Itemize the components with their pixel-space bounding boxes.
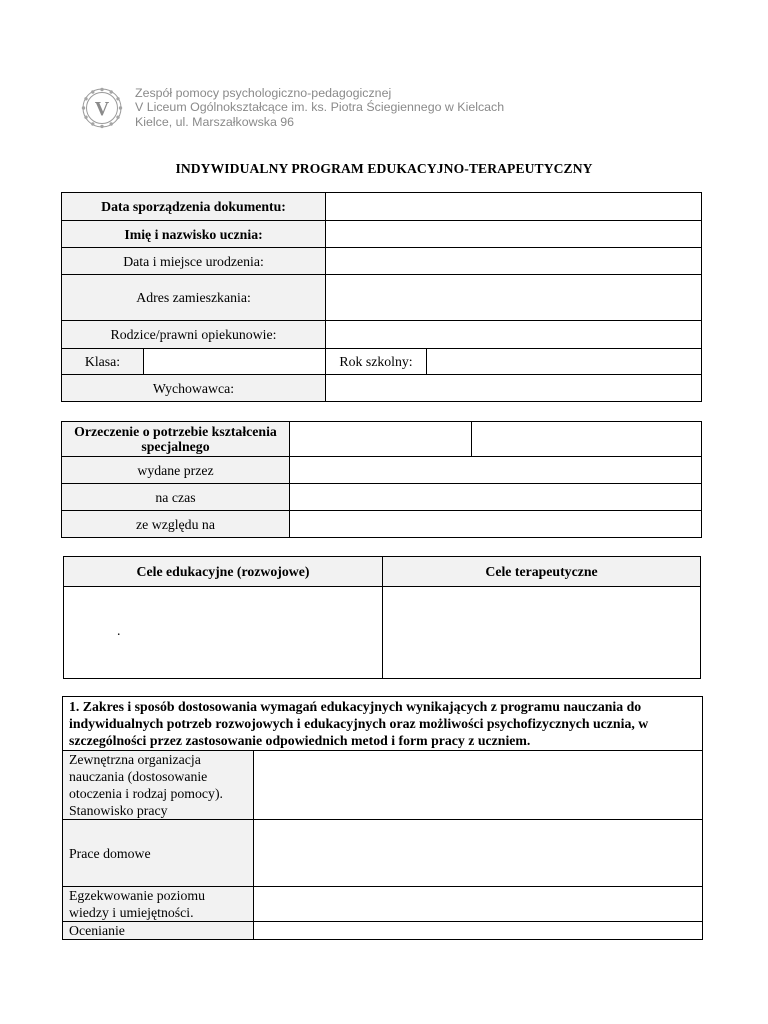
- educational-goals-text: .: [117, 623, 121, 638]
- svg-text:V: V: [94, 98, 110, 120]
- tutor-field[interactable]: [326, 375, 702, 402]
- document-title: INDYWIDUALNY PROGRAM EDUKACYJNO-TERAPEUTYCZNY: [175, 161, 593, 176]
- assessment-label: Egzekwowanie poziomu wiedzy i umiejętności.: [63, 887, 254, 922]
- reason-label: ze względu na: [62, 511, 290, 538]
- organization-label: Zewnętrzna organizacja nauczania (dostosowanie otoczenia i rodzaj pomocy). Stanowisko pracy: [63, 751, 254, 820]
- decision-field-2[interactable]: [472, 422, 702, 457]
- duration-label: na czas: [62, 484, 290, 511]
- class-label: Klasa:: [62, 349, 144, 375]
- decision-table: [61, 421, 702, 538]
- student-name-field[interactable]: [326, 221, 702, 248]
- assessment-field[interactable]: [254, 887, 703, 922]
- student-data-table: [61, 192, 702, 402]
- address-label: Adres zamieszkania:: [62, 275, 326, 321]
- grading-field[interactable]: [254, 922, 703, 940]
- student-name-label: Imię i nazwisko ucznia:: [62, 221, 326, 248]
- school-year-field[interactable]: [427, 349, 702, 375]
- homework-label: Prace domowe: [63, 820, 254, 887]
- goals-table: [63, 556, 701, 679]
- reason-field[interactable]: [290, 511, 702, 538]
- organization-field[interactable]: [254, 751, 703, 820]
- issued-by-field[interactable]: [290, 457, 702, 484]
- institution-name: Zespół pomocy psychologiczno-pedagogicznej: [135, 86, 392, 100]
- address-field[interactable]: [326, 275, 702, 321]
- issued-by-label: wydane przez: [62, 457, 290, 484]
- school-year-label: Rok szkolny:: [326, 349, 427, 375]
- parents-label: Rodzice/prawni opiekunowie:: [62, 321, 326, 349]
- school-emblem-icon: [80, 86, 124, 130]
- tutor-label: Wychowawca:: [62, 375, 326, 402]
- parents-field[interactable]: [326, 321, 702, 349]
- therapeutic-goals-field[interactable]: [383, 587, 701, 679]
- decision-label: Orzeczenie o potrzebie kształcenia specjalnego: [62, 422, 290, 457]
- birth-label: Data i miejsce urodzenia:: [62, 248, 326, 275]
- doc-date-field[interactable]: [326, 193, 702, 221]
- school-name: V Liceum Ogólnokształcące im. ks. Piotra Ściegiennego w Kielcach: [135, 100, 505, 115]
- therapeutic-goals-header: Cele terapeutyczne: [383, 557, 701, 587]
- grading-label: Ocenianie: [63, 922, 254, 940]
- birth-field[interactable]: [326, 248, 702, 275]
- decision-field-1[interactable]: [290, 422, 472, 457]
- educational-goals-header: Cele edukacyjne (rozwojowe): [64, 557, 383, 587]
- adaptation-table: [62, 696, 703, 940]
- section1-heading: 1. Zakres i sposób dostosowania wymagań edukacyjnych wynikających z programu nauczania do indywidualnych potrzeb rozwojowych i edukacyjnych oraz możliwości psychofizycznych ucznia, w szczególności przez zastosowanie odpowiednich metod i form pracy z uczniem.: [63, 697, 703, 751]
- school-address: Kielce, ul. Marszałkowska 96: [135, 114, 295, 129]
- class-field[interactable]: [144, 349, 326, 375]
- homework-field[interactable]: [254, 820, 703, 887]
- institution-info: [135, 86, 504, 129]
- educational-goals-field[interactable]: [64, 587, 383, 679]
- duration-field[interactable]: [290, 484, 702, 511]
- doc-date-label: Data sporządzenia dokumentu:: [62, 193, 326, 221]
